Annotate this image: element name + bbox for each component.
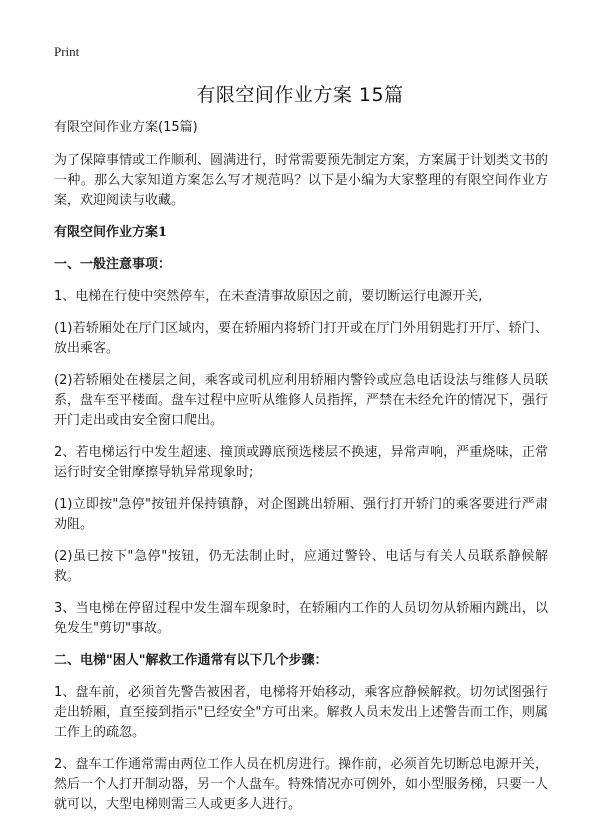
paragraph: 1、电梯在行使中突然停车，在未查清事故原因之前，要切断运行电源开关, [54, 289, 483, 304]
paragraph: (2)虽已按下"急停"按钮，仍无法制止时，应通过警铃、电话与有关人员联系静候解救。 [54, 549, 548, 584]
paragraph: 2、盘车工作通常需由两位工作人员在机房进行。操作前，必须首先切断总电源开关，然后一个人打开制动器，另一个人盘车。特殊情况亦可例外，如小型服务梯，只要一人就可以，大型电梯则需三人或更多人进行。 [54, 757, 549, 812]
paragraph: 1、盘车前，必须首先警告被困者，电梯将开始移动，乘客应静候解救。切勿试图强行走出轿厢，直至接到指示"已经安全"方可出来。解救人员未发出上述警告而工作，则属工作上的疏忽。 [54, 685, 548, 740]
section-title: 有限空间作业方案1 [54, 225, 168, 240]
intro-paragraph: 为了保障事情或工作顺利、圆满进行，时常需要预先制定方案，方案属于计划类文书的一种。那么大家知道方案怎么写才规范吗？以下是小编为大家整理的有限空间作业方案，欢迎阅读与收藏。 [54, 153, 549, 208]
print-label[interactable]: Print [54, 44, 80, 59]
document-body [54, 118, 548, 827]
document-subtitle: 有限空间作业方案(15篇) [54, 120, 198, 135]
paragraph: (1)若轿厢处在厅门区域内，要在轿厢内将轿门打开或在厅门外用钥匙打开厅、轿门、放出乘客。 [54, 321, 548, 356]
paragraph: 2、若电梯运行中发生超速、撞顶或蹲底预选楼层不换速，异常声响，严重烧味，正常运行时安全钳摩擦导轨异常现象时; [54, 445, 548, 480]
paragraph: 3、当电梯在停留过程中发生溜车现象时，在轿厢内工作的人员切勿从轿厢内跳出，以免发生"剪切"事故。 [54, 601, 548, 636]
page-title: 有限空间作业方案 15篇 [196, 84, 404, 106]
paragraph: (2)若轿厢处在楼层之间，乘客或司机应利用轿厢内警铃或应急电话设法与维修人员联系，盘车至平楼面。盘车过程中应听从维修人员指挥，严禁在未经允许的情况下，强行开门走出或由安全窗口爬出。 [54, 373, 549, 428]
paragraph: (1)立即按"急停"按钮并保持镇静，对企图跳出轿厢、强行打开轿门的乘客要进行严肃劝阻。 [54, 497, 548, 532]
heading-general-notes: 一、一般注意事项： [54, 257, 172, 272]
heading-rescue-steps: 二、电梯"困人"解救工作通常有以下几个步骤： [54, 653, 328, 668]
